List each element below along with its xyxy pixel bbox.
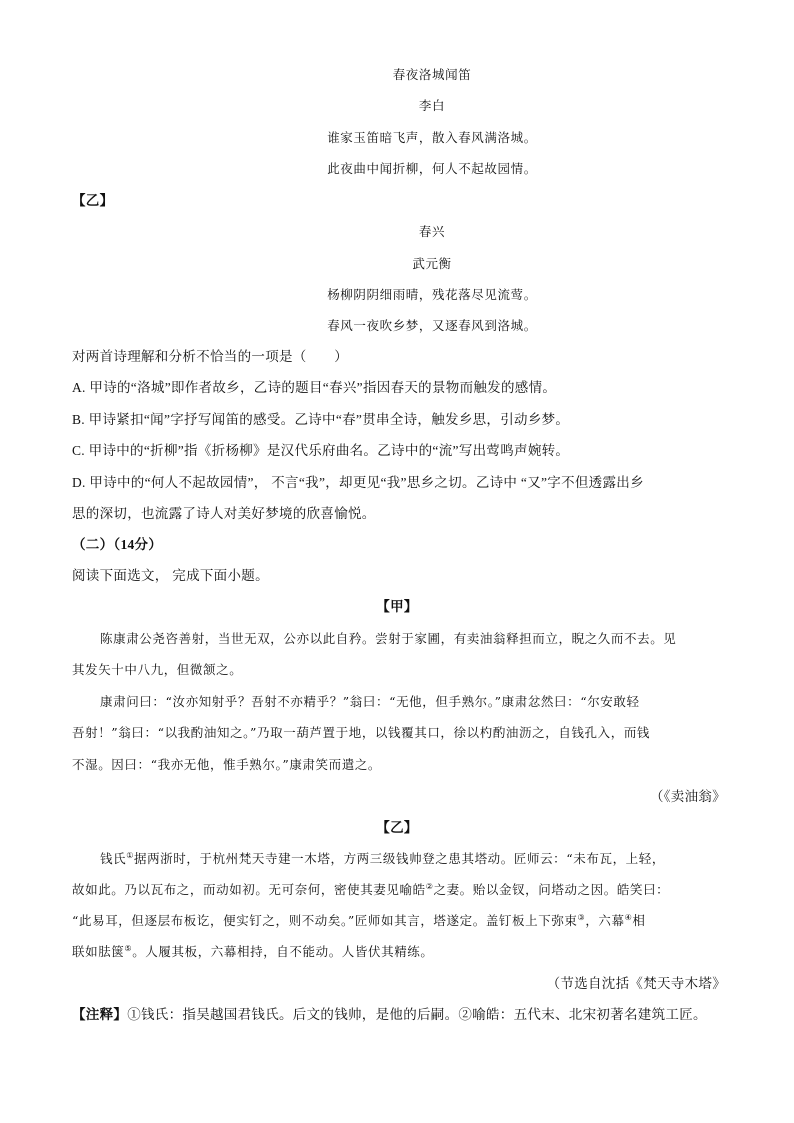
passage-jia-source: （《卖油翁》 bbox=[649, 789, 726, 804]
poem2-label: 【乙】 bbox=[72, 193, 114, 208]
footnote-marker: ② bbox=[425, 881, 434, 891]
footnote-marker: ① bbox=[126, 850, 134, 860]
passage-jia-line-1: 陈康肃公尧咨善射，当世无双，公亦以此自矜。尝射于家圃，有卖油翁释担而立，睨之久而不去。见 bbox=[100, 631, 677, 646]
question-stem: 对两首诗理解和分析不恰当的一项是（ ） bbox=[72, 349, 348, 364]
passage-yi-source: （节选自沈括《梵天寺木塔》 bbox=[546, 976, 726, 991]
passage-jia-line-5: 不湿。因曰：“我亦无他，惟手熟尔。”康肃笑而遣之。 bbox=[72, 757, 382, 772]
poem2-author: 武元衡 bbox=[412, 256, 452, 271]
passage-yi-label: 【乙】 bbox=[376, 820, 418, 835]
text-run: 故如此。乃以瓦布之，而动如初。无可奈何，密使其妻见喻皓 bbox=[72, 882, 426, 897]
poem2-line-2: 春风一夜吹乡梦，又逐春风到洛城。 bbox=[327, 318, 537, 333]
passage-yi-line-3 bbox=[72, 912, 646, 928]
poem1-line-1: 谁家玉笛暗飞声，散入春风满洛城。 bbox=[327, 130, 537, 145]
option-d-line-2: 思的深切，也流露了诗人对美好梦境的欣喜愉悦。 bbox=[72, 506, 376, 521]
passage-jia-label: 【甲】 bbox=[376, 599, 418, 614]
section-instruction: 阅读下面选文， 完成下面小题。 bbox=[72, 568, 269, 583]
text-run: 。人履其板，六幕相持，自不能动。人皆伏其精练。 bbox=[132, 944, 434, 959]
poem2-title: 春兴 bbox=[418, 224, 446, 239]
passage-jia-line-3: 康肃问曰：“汝亦知射乎？吾射不亦精乎？”翁曰：“无他，但手熟尔。”康肃忿然曰：“尔安敢轻 bbox=[100, 694, 640, 709]
footnote-marker: ④ bbox=[624, 912, 633, 922]
poem1-author: 李白 bbox=[418, 98, 446, 113]
footnote-marker: ③ bbox=[577, 912, 586, 922]
footnote-marker: ⑤ bbox=[124, 943, 133, 953]
option-c: C. 甲诗中的“折柳”指《折杨柳》是汉代乐府曲名。乙诗中的“流”写出莺鸣声婉转。 bbox=[72, 443, 570, 458]
notes-label: 【注释】 bbox=[72, 1007, 128, 1022]
notes-line bbox=[72, 1008, 707, 1022]
text-run: “此易耳，但逐层布板讫，便实钉之，则不动矣。”匠师如其言，塔遂定。盖钉板上下弥束 bbox=[72, 913, 578, 928]
text-run: 钱氏 bbox=[100, 851, 127, 866]
option-a: A. 甲诗的“洛城”即作者故乡，乙诗的题目“春兴”指因春天的景物而触发的感情。 bbox=[72, 380, 557, 395]
passage-jia-line-4: 吾射！”翁曰：“以我酌油知之。”乃取一葫芦置于地，以钱覆其口，徐以杓酌油沥之，自钱孔入，而钱 bbox=[72, 725, 651, 740]
option-b: B. 甲诗紧扣“闻”字抒写闻笛的感受。乙诗中“春”贯串全诗，触发乡思，引动乡梦。 bbox=[72, 412, 570, 427]
poem1-line-2: 此夜曲中闻折柳，何人不起故园情。 bbox=[327, 161, 537, 176]
text-run: 相 bbox=[632, 913, 646, 928]
option-d-line-1: D. 甲诗中的“何人不起故园情”， 不言“我”，却更见“我”思乡之切。乙诗中 “又”字不但透露出乡 bbox=[72, 475, 644, 490]
passage-yi-line-2 bbox=[72, 881, 670, 897]
passage-yi-line-4 bbox=[72, 943, 434, 959]
poem2-line-1: 杨柳阴阴细雨晴，残花落尽见流莺。 bbox=[327, 287, 537, 302]
notes-text: ①钱氏：指吴越国君钱氏。后文的钱帅，是他的后嗣。②喻皓：五代末、北宋初著名建筑工匠。 bbox=[127, 1007, 707, 1022]
text-run: ，六幕 bbox=[585, 913, 625, 928]
passage-jia-line-2: 其发矢十中八九，但微颔之。 bbox=[72, 662, 243, 677]
poem1-title: 春夜洛城闻笛 bbox=[392, 67, 472, 82]
section-heading: （二）（14分） bbox=[72, 537, 163, 552]
passage-yi-line-1 bbox=[100, 850, 665, 866]
text-run: 据两浙时，于杭州梵天寺建一木塔，方两三级钱帅登之患其塔动。匠师云：“未布瓦，上轻， bbox=[133, 851, 665, 866]
text-run: 之妻。贻以金钗，问塔动之因。皓笑曰： bbox=[433, 882, 670, 897]
text-run: 联如胠箧 bbox=[72, 944, 125, 959]
